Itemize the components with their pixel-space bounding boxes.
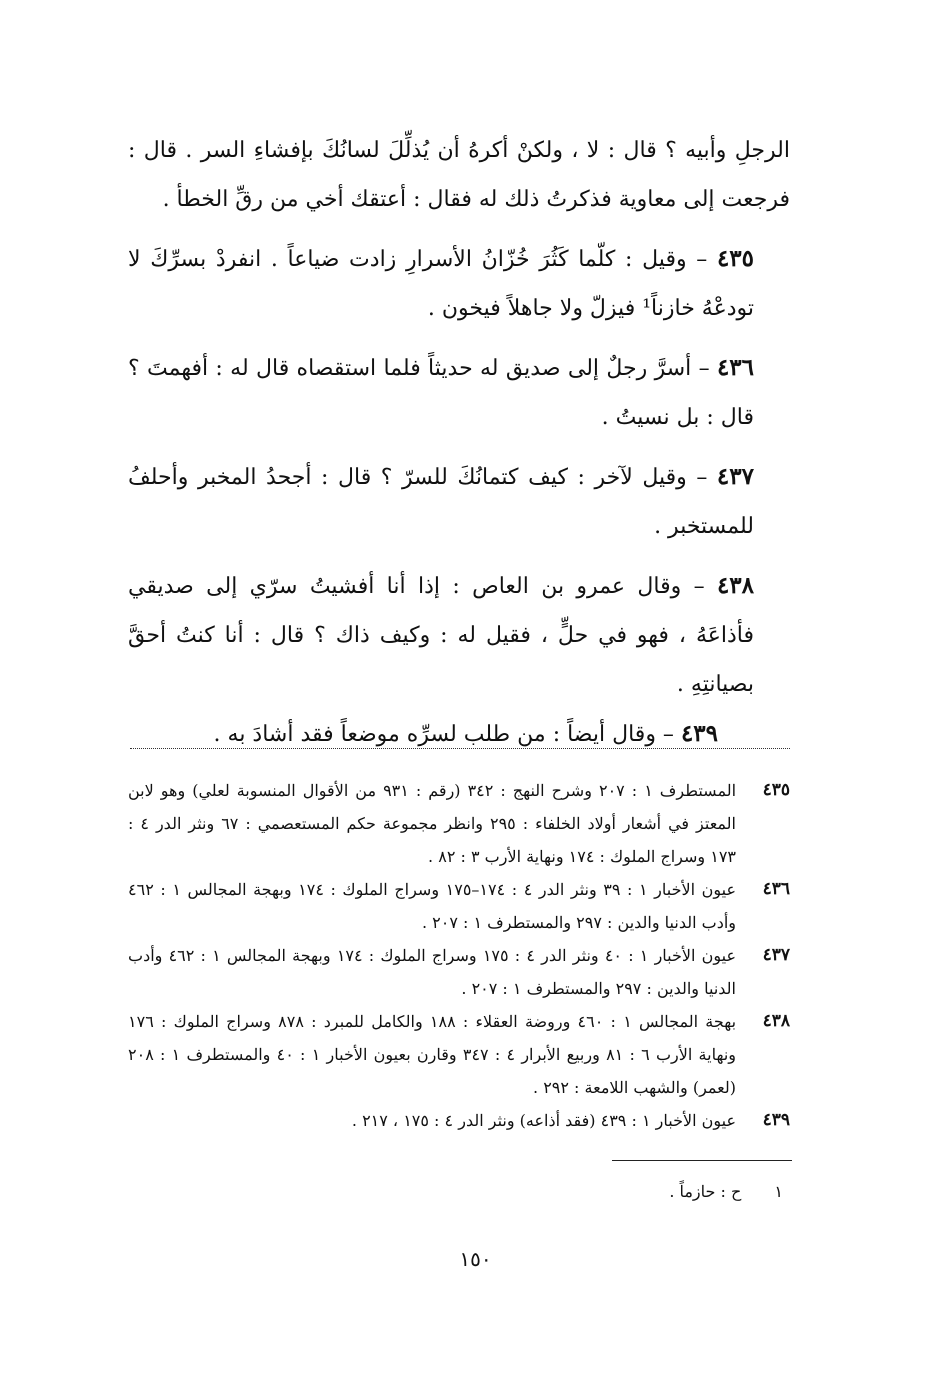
paragraph-continuation bbox=[128, 126, 790, 224]
paragraph-text: – وقيل لآخر : كيف كتمانُكَ للسرّ ؟ قال : أجحدُ المخبر وأحلفُ للمستخبر . bbox=[128, 465, 754, 539]
paragraph-number: ٤٣٧ bbox=[716, 463, 754, 490]
paragraph-number: ٤٣٩ bbox=[680, 720, 718, 747]
paragraph-text: – وقال أيضاً : من طلب لسرِّه موضعاً فقد أشادَ به . bbox=[213, 722, 674, 747]
paragraph-438 bbox=[128, 561, 790, 709]
note-text: عيون الأخبار ١ : ٤٠ ونثر الدر ٤ : ١٧٥ وسراج الملوك : ١٧٤ وبهجة المجالس ١ : ٤٦٢ وأدب الدنيا والدين : ٢٩٧ والمستطرف ١ : ٢٠٧ . bbox=[128, 946, 737, 998]
note-number: ٤٣٥ bbox=[762, 780, 790, 800]
note-number: ٤٣٨ bbox=[762, 1011, 790, 1031]
paragraph-number: ٤٣٥ bbox=[716, 245, 754, 272]
paragraph-number: ٤٣٦ bbox=[716, 354, 754, 381]
paragraph-text: الرجلِ وأبيه ؟ قال : لا ، ولكنْ أكرهُ أن يُذلِّلَ لسانُكَ بإفشاءِ السر . قال : فرجعت إلى معاوية فذكرتُ ذلك له فقال : أعتقك أخي من رقِّ الخطأ . bbox=[128, 138, 790, 212]
paragraph-436 bbox=[128, 343, 790, 442]
footnote bbox=[669, 1180, 783, 1204]
source-note-437 bbox=[128, 939, 790, 1005]
main-text-body bbox=[128, 126, 790, 759]
page-number: ١٥٠ bbox=[459, 1247, 492, 1271]
note-number: ٤٣٩ bbox=[762, 1110, 790, 1130]
source-notes bbox=[128, 774, 790, 1137]
source-note-438 bbox=[128, 1005, 790, 1104]
note-number: ٤٣٦ bbox=[762, 879, 790, 899]
paragraph-text: – وقيل : كلّما كَثُرَ خُزّانُ الأسرارِ زادت ضياعاً . انفردْ بسرِّكَ لا تودعْهُ خازناً¹ فيزلّ ولا جاهلاً فيخون . bbox=[128, 247, 754, 321]
note-text: عيون الأخبار ١ : ٤٣٩ (فقد أذاعه) ونثر الدر ٤ : ١٧٥ ، ٢١٧ . bbox=[351, 1111, 736, 1130]
note-text: بهجة المجالس ١ : ٤٦٠ وروضة العقلاء : ١٨٨ والكامل للمبرد : ٨٧٨ وسراج الملوك : ١٧٦ ونهاية الأرب ٦ : ٨١ وربيع الأبرار ٤ : ٣٤٧ وقارن بعيون الأخبار ١ : ٤٠ والمستطرف ١ : ٢٠٨ (لعمر) والشهب اللامعة : ٢٩٢ . bbox=[128, 1012, 737, 1097]
source-note-439 bbox=[128, 1104, 790, 1137]
footnote-text: ح : حازماً . bbox=[669, 1182, 742, 1201]
paragraph-435 bbox=[128, 234, 790, 333]
dotted-divider bbox=[130, 748, 790, 749]
paragraph-437 bbox=[128, 452, 790, 551]
source-note-435 bbox=[128, 774, 790, 873]
note-text: عيون الأخبار ١ : ٣٩ ونثر الدر ٤ : ١٧٤–١٧٥ وسراج الملوك : ١٧٤ وبهجة المجالس ١ : ٤٦٢ وأدب الدنيا والدين : ٢٩٧ والمستطرف ١ : ٢٠٧ . bbox=[128, 880, 737, 932]
paragraph-439 bbox=[128, 709, 790, 759]
paragraph-number: ٤٣٨ bbox=[716, 572, 754, 599]
note-number: ٤٣٧ bbox=[762, 945, 790, 965]
paragraph-text: – وقال عمرو بن العاص : إذا أنا أفشيتُ سرّي إلى صديقي فأذاعَهُ ، فهو في حلٍّ ، فقيل له : وكيف ذاك ؟ قال : أنا كنتُ أحقَّ بصيانتِهِ . bbox=[128, 574, 754, 697]
footnote-divider bbox=[612, 1160, 792, 1161]
paragraph-text: – أسرَّ رجلٌ إلى صديق له حديثاً فلما استقصاه قال له : أفهمتَ ؟ قال : بل نسيتُ . bbox=[128, 356, 754, 430]
source-note-436 bbox=[128, 873, 790, 939]
footnote-number: ١ bbox=[774, 1182, 783, 1201]
note-text: المستطرف ١ : ٢٠٧ وشرح النهج : ٣٤٢ (رقم : ٩٣١ من الأقوال المنسوبة لعلي) وهو لابن المعتز في أشعار أولاد الخلفاء : ٢٩٥ وانظر مجموعة حكم المستعصمي : ٦٧ ونثر الدر ٤ : ١٧٣ وسراج الملوك : ١٧٤ ونهاية الأرب ٣ : ٨٢ . bbox=[128, 781, 737, 866]
